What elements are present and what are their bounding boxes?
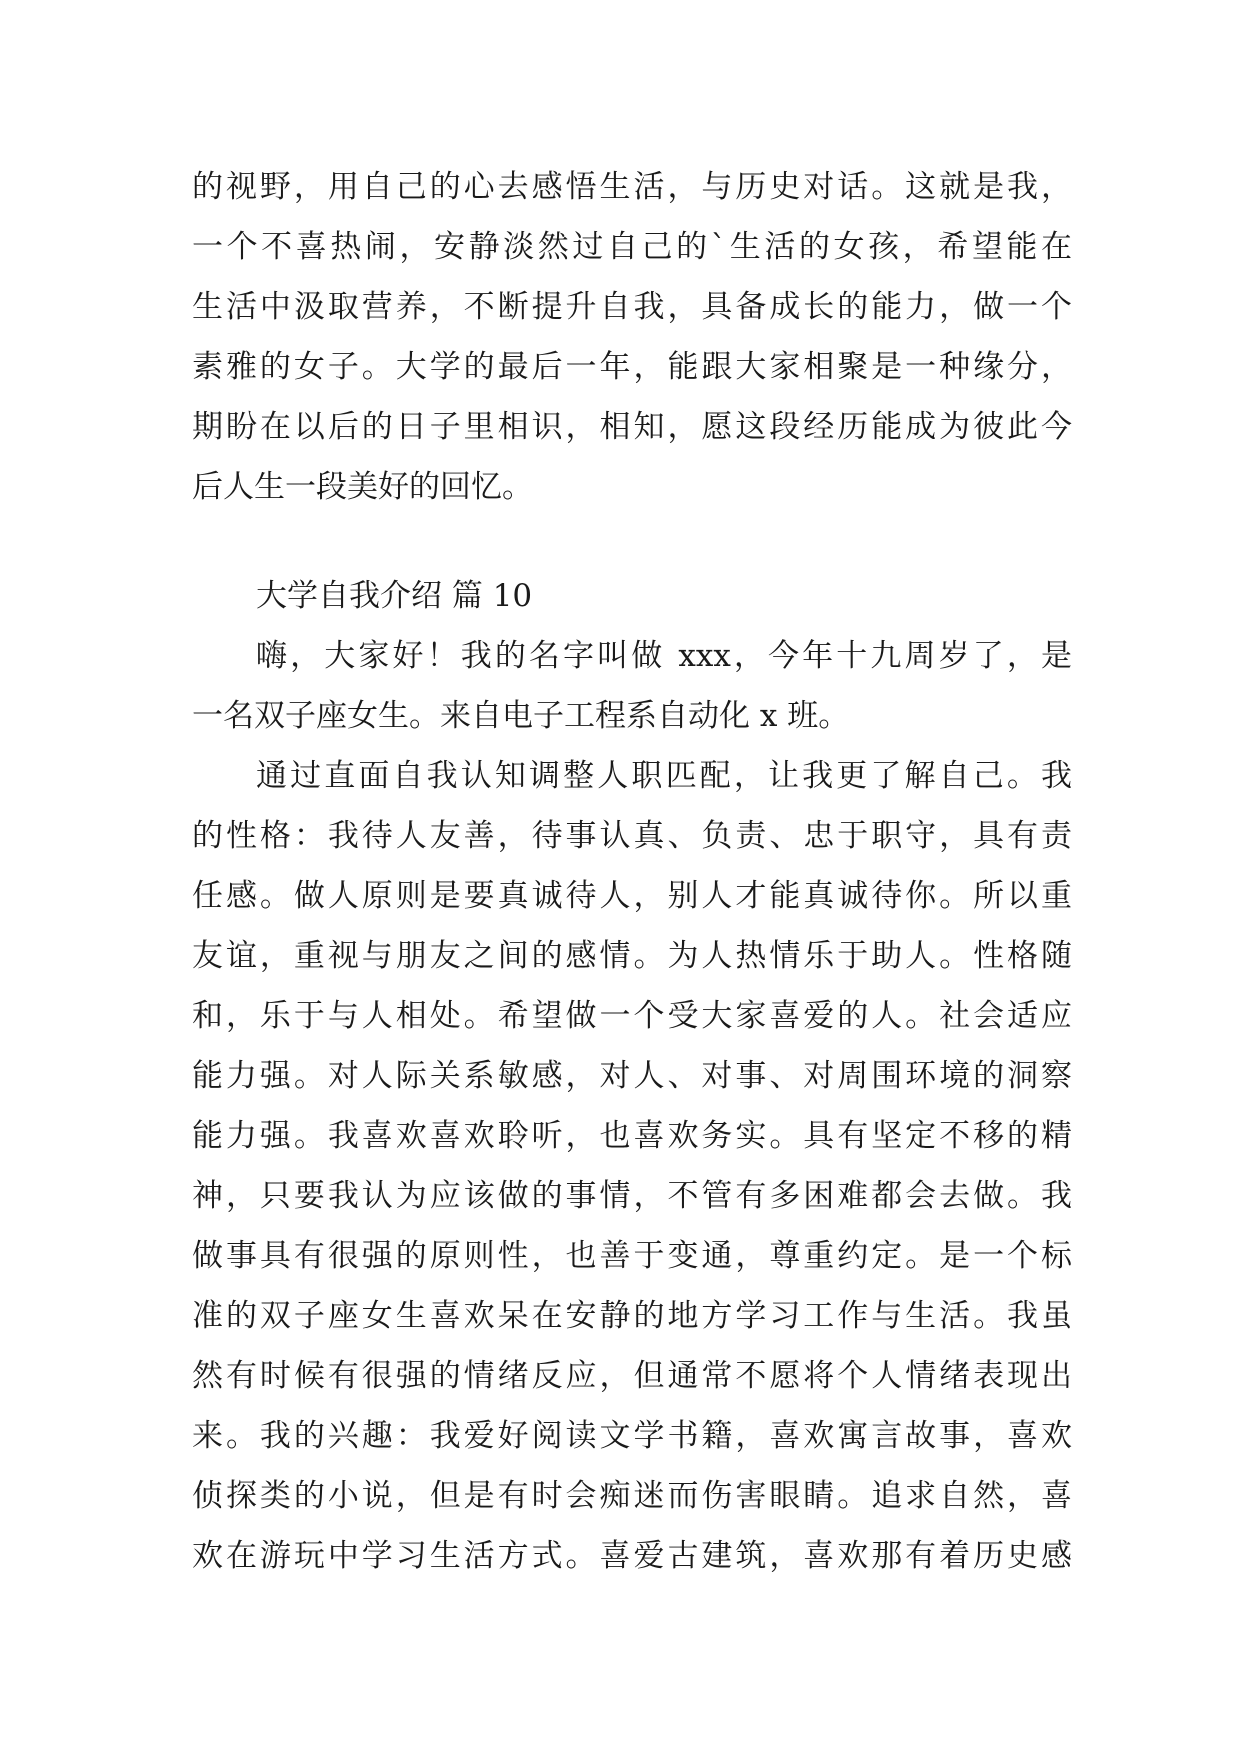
text-line: 通过直面自我认知调整人职匹配，让我更了解自己。我 [256,758,1072,794]
text-line: 和，乐于与人相处。希望做一个受大家喜爱的人。社会适应 [192,998,1072,1034]
text-line: 准的双子座女生喜欢呆在安静的地方学习工作与生活。我虽 [192,1298,1072,1334]
text-line: 的性格：我待人友善，待事认真、负责、忠于职守，具有责 [192,818,1072,854]
text-line: 做事具有很强的原则性，也善于变通，尊重约定。是一个标 [192,1238,1072,1274]
text-line: 神，只要我认为应该做的事情，不管有多困难都会去做。我 [192,1178,1072,1214]
text-line: 期盼在以后的日子里相识，相知，愿这段经历能成为彼此今 [192,409,1072,445]
text-line: 嗨，大家好！我的名字叫做 xxx，今年十九周岁了，是 [256,638,1072,674]
section-heading: 大学自我介绍 篇 10 [256,578,533,614]
text-line: 能力强。对人际关系敏感，对人、对事、对周围环境的洞察 [192,1058,1072,1094]
text-line: 后人生一段美好的回忆。 [192,469,533,505]
text-line: 任感。做人原则是要真诚待人，别人才能真诚待你。所以重 [192,878,1072,914]
text-line: 侦探类的小说，但是有时会痴迷而伤害眼睛。追求自然，喜 [192,1478,1072,1514]
text-line: 然有时候有很强的情绪反应，但通常不愿将个人情绪表现出 [192,1358,1072,1394]
text-line: 生活中汲取营养，不断提升自我，具备成长的能力，做一个 [192,289,1072,325]
text-line: 素雅的女子。大学的最后一年，能跟大家相聚是一种缘分， [192,349,1072,385]
text-line: 一名双子座女生。来自电子工程系自动化 x 班。 [192,698,850,734]
text-line: 能力强。我喜欢喜欢聆听，也喜欢务实。具有坚定不移的精 [192,1118,1072,1154]
text-line: 欢在游玩中学习生活方式。喜爱古建筑，喜欢那有着历史感 [192,1538,1072,1574]
text-line: 的视野，用自己的心去感悟生活，与历史对话。这就是我， [192,169,1072,205]
text-line: 友谊，重视与朋友之间的感情。为人热情乐于助人。性格随 [192,938,1072,974]
text-line: 来。我的兴趣：我爱好阅读文学书籍，喜欢寓言故事，喜欢 [192,1418,1072,1454]
text-line: 一个不喜热闹，安静淡然过自己的`生活的女孩，希望能在 [192,229,1072,265]
